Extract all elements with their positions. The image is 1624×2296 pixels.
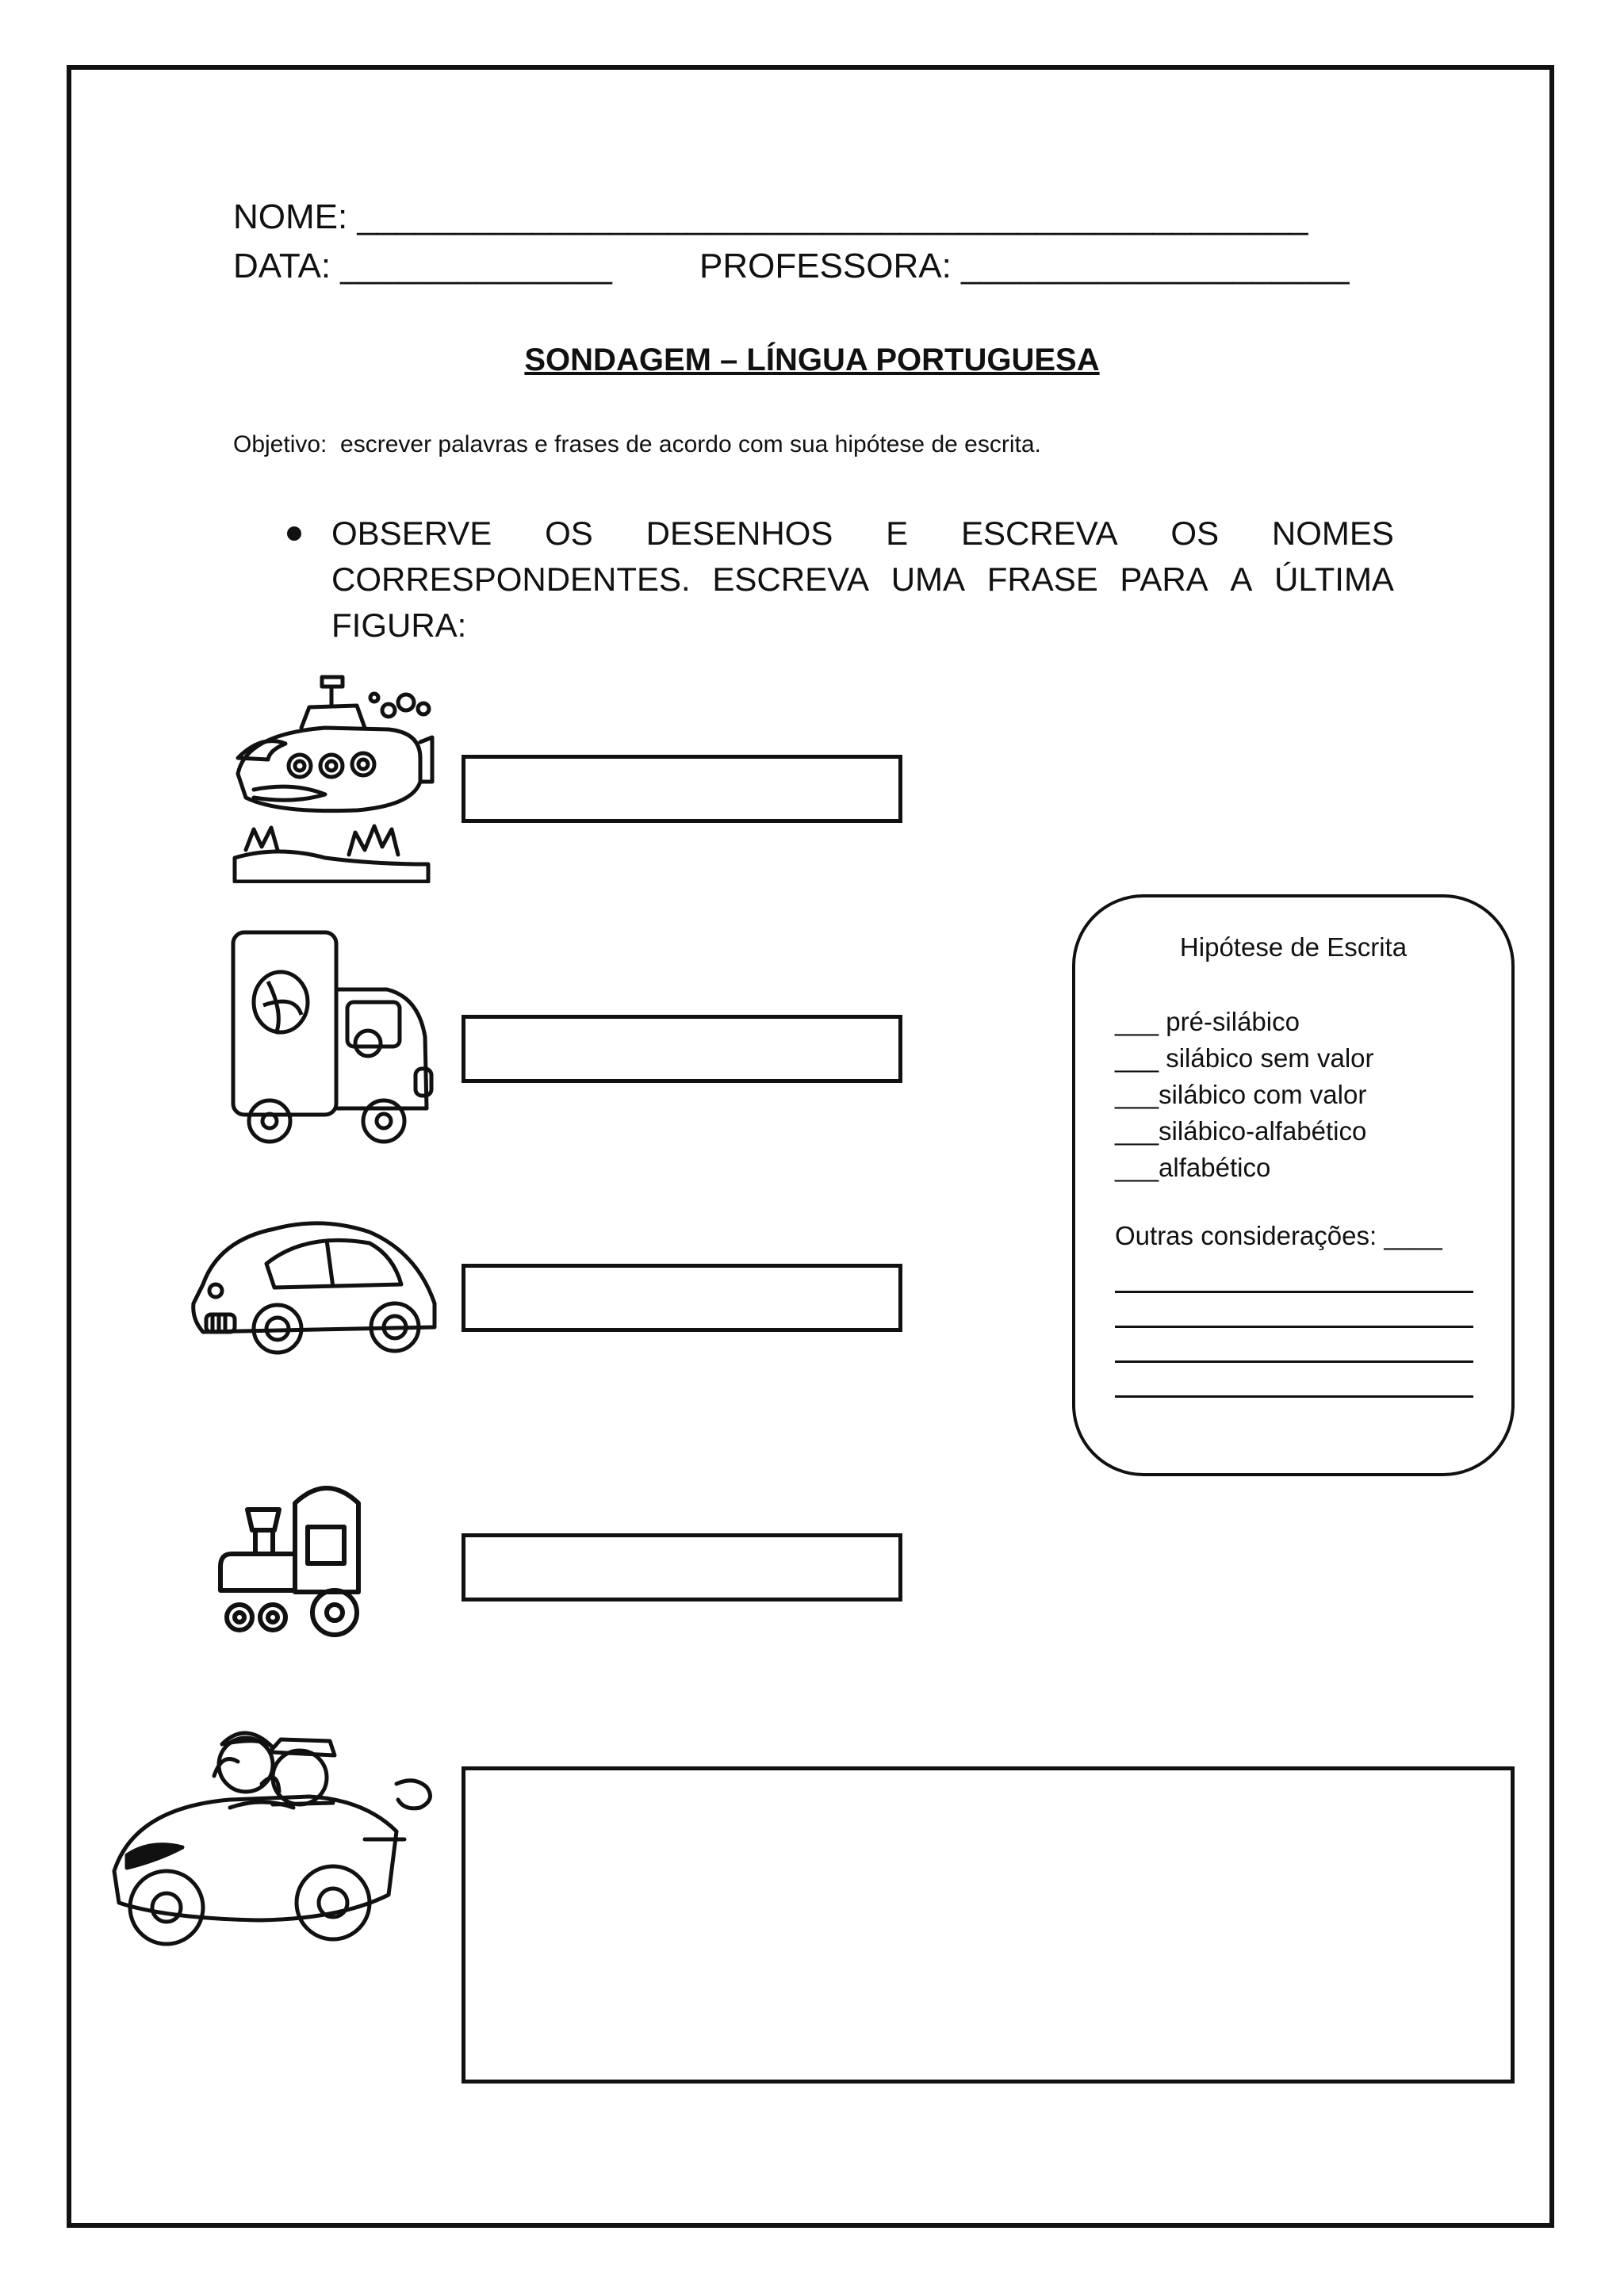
considerations-line[interactable] xyxy=(1115,1326,1473,1328)
other-considerations[interactable]: Outras considerações: ____ xyxy=(1115,1221,1442,1250)
hypothesis-option[interactable]: ___ pré-silábico xyxy=(1115,1007,1300,1036)
hypothesis-option[interactable]: ___ silábico sem valor xyxy=(1115,1043,1374,1073)
hypothesis-option[interactable]: ___alfabético xyxy=(1115,1153,1271,1182)
instruction-word: CORRESPONDENTES. xyxy=(331,561,691,598)
instruction-word: A xyxy=(1230,561,1253,598)
instruction-word: NOMES xyxy=(1271,515,1394,552)
instruction-word: ESCREVA xyxy=(960,515,1118,552)
instruction-word: UMA xyxy=(891,561,966,598)
answer-box-1[interactable] xyxy=(462,755,902,823)
hypothesis-option[interactable]: ___silábico-alfabético xyxy=(1115,1116,1367,1146)
considerations-line[interactable] xyxy=(1115,1291,1473,1293)
instruction-word: ÚLTIMA xyxy=(1274,561,1394,598)
instruction-word: FRASE xyxy=(986,561,1098,598)
date-field[interactable]: DATA: ______________ xyxy=(233,247,612,285)
answer-box-4[interactable] xyxy=(462,1533,902,1601)
answer-box-3[interactable] xyxy=(462,1264,902,1332)
train-drawing xyxy=(216,1471,390,1643)
considerations-line[interactable] xyxy=(1115,1360,1473,1363)
car-drawing xyxy=(187,1208,441,1364)
instruction-word: DESENHOS xyxy=(645,515,833,552)
bullet-icon xyxy=(287,526,301,541)
instruction-line-3: FIGURA: xyxy=(331,607,467,644)
answer-box-2[interactable] xyxy=(462,1015,902,1083)
instruction-word: OS xyxy=(545,515,593,552)
instruction-line-1 xyxy=(331,511,1394,557)
couple-in-car-drawing xyxy=(103,1720,436,1973)
hypothesis-list xyxy=(1115,1004,1374,1186)
name-field[interactable]: NOME: _________________________________________________ xyxy=(233,197,1308,236)
writing-hypothesis-box xyxy=(1072,894,1515,1476)
teacher-field[interactable]: PROFESSORA: ____________________ xyxy=(699,247,1350,285)
sentence-answer-box[interactable] xyxy=(462,1766,1515,2084)
instruction-word: ESCREVA xyxy=(712,561,870,598)
instruction-word: OBSERVE xyxy=(331,515,492,552)
submarine-drawing xyxy=(230,671,436,883)
considerations-line[interactable] xyxy=(1115,1395,1473,1398)
instruction-word: PARA xyxy=(1120,561,1208,598)
hypothesis-title: Hipótese de Escrita xyxy=(1179,932,1408,962)
instruction-word: OS xyxy=(1170,515,1220,552)
instruction-line-2 xyxy=(331,557,1394,603)
truck-drawing xyxy=(228,926,435,1148)
objective-text: Objetivo: escrever palavras e frases de acordo com sua hipótese de escrita. xyxy=(233,431,1041,457)
hypothesis-option[interactable]: ___silábico com valor xyxy=(1115,1080,1367,1109)
page-title: SONDAGEM – LÍNGUA PORTUGUESA xyxy=(524,342,1100,377)
instruction-word: E xyxy=(886,515,909,552)
